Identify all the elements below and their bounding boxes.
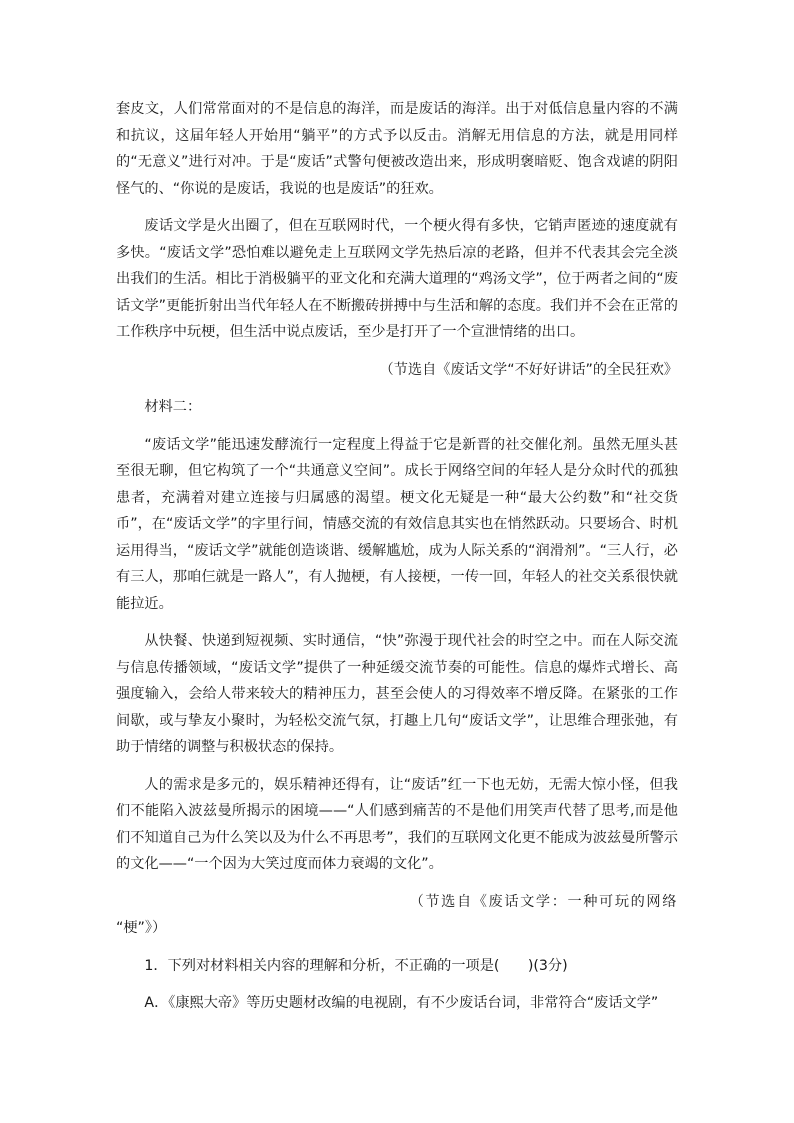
source-citation-2-line-2: “梗”》）: [116, 920, 167, 936]
paragraph-5: 人的需求是多元的，娱乐精神还得有，让“废话”红一下也无妨，无需大惊小怪，但我们不能陷入波兹曼所揭示的困境——“人们感到痛苦的不是他们用笑声代替了思考,而是他们不知道自己为什么笑以及为什么不再思考”，我们的互联网文化更不能成为波兹曼所警示的文化——“一个因为大笑过度而体力衰竭的文化”。: [116, 776, 678, 872]
material-two-heading: 材料二：: [144, 399, 202, 415]
paragraph-2: 废话文学是火出圈了，但在互联网时代，一个梗火得有多快，它销声匿迹的速度就有多快。“废话文学”恐怕难以避免走上互联网文学先热后凉的老路，但并不代表其会完全淡出我们的生活。相比于消极躺平的亚文化和充满大道理的“鸡汤文学”，位于两者之间的“废话文学”更能折射出当代年轻人在不断搬砖拼搏中与生活和解的态度。我们并不会在正常的工作秩序中玩梗，但生活中说点废话，至少是打开了一个宣泄情绪的出口。: [116, 218, 678, 340]
document-page: [116, 96, 678, 1017]
paragraph-1: 套皮文，人们常常面对的不是信息的海洋，而是废话的海洋。出于对低信息量内容的不满和抗议，这届年轻人开始用“躺平”的方式予以反击。消解无用信息的方法，就是用同样的“无意义”进行对冲。于是“废话”式警句便被改造出来，形成明褒暗贬、饱含戏谑的阴阳怪气的、“你说的是废话，我说的也是废话”的狂欢。: [116, 101, 678, 197]
source-citation-2-line-1: （节选自《废话文学：一种可玩的网络: [409, 893, 678, 910]
paragraph-4: 从快餐、快递到短视频、实时通信，“快”弥漫于现代社会的时空之中。而在人际交流与信息传播领域，“废话文学”提供了一种延缓交流节奏的可能性。信息的爆炸式增长、高强度输入，会给人带来较大的精神压力，甚至会使人的习得效率不增反降。在紧张的工作间歇，或与挚友小聚时，为轻松交流气氛，打趣上几句“废话文学”，让思维合理张弛，有助于情绪的调整与积极状态的保持。: [116, 633, 678, 755]
source-citation-2: [116, 889, 678, 942]
paragraph-3: “废话文学”能迅速发酵流行一定程度上得益于它是新晋的社交催化剂。虽然无厘头甚至很无聊，但它构筑了一个“共通意义空间”。成长于网络空间的年轻人是分众时代的孤独患者，充满着对建立连接与归属感的渴望。梗文化无疑是一种“最大公约数”和“社交货币”，在“废话文学”的字里行间，情感交流的有效信息其实也在悄然跃动。只要场合、时机运用得当，“废话文学”就能创造谈谐、缓解尴尬，成为人际关系的“润滑剂”。“三人行，必有三人，那咱仨就是一路人”，有人抛梗，有人接梗，一传一回，年轻人的社交关系很快就能拉近。: [116, 436, 678, 612]
source-citation-1: （节选自《废话文学“不好好讲话”的全民狂欢》: [379, 361, 678, 378]
question-option-a: A．《康熙大帝》等历史题材改编的电视剧，有不少废话台词，非常符合“废话文学”: [144, 995, 659, 1011]
question-stem: 1．下列对材料相关内容的理解和分析，不正确的一项是( )(3分): [144, 957, 568, 974]
